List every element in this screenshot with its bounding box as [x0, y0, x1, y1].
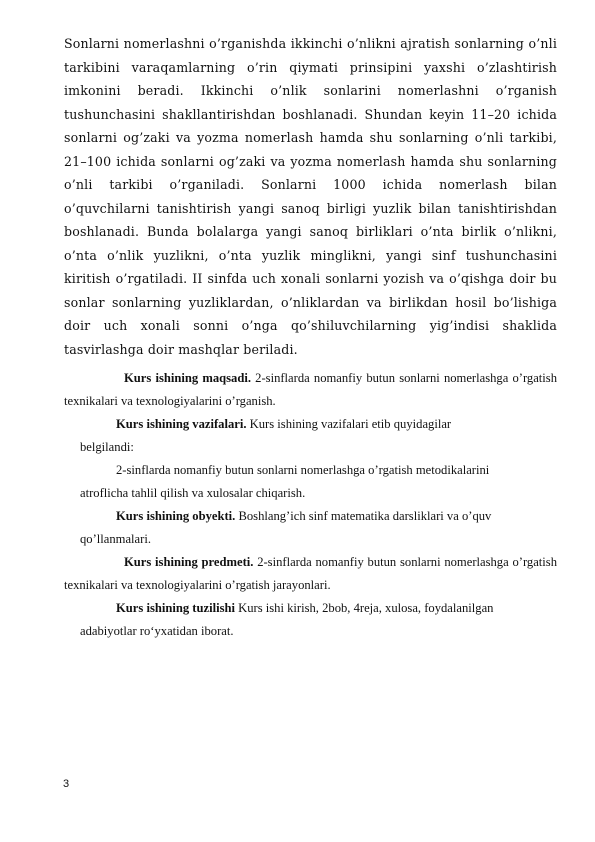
course-tasks-label: Kurs ishining vazifalari. [116, 417, 247, 431]
course-goal-label: Kurs ishining maqsadi. [124, 371, 251, 385]
course-goal-text: 2-sinflarda nomanfiy butun sonlarni nomerlashga o’rgatish texnikalari va texnologiyalarini o’rganish. [64, 371, 558, 408]
course-goal [64, 367, 557, 413]
course-subject-text: 2-sinflarda nomanfiy butun sonlarni nomerlashga o’rgatish texnikalari va texnologiyalarini o’rgatish jarayonlari. [64, 555, 557, 592]
course-tasks-text: Kurs ishining vazifalari etib quyidagilar belgilandi: [80, 417, 452, 454]
course-subject-label: Kurs ishining predmeti. [124, 555, 254, 569]
page-number: 3 [63, 778, 70, 790]
course-object-label: Kurs ishining obyekti. [116, 509, 236, 523]
course-structure-label: Kurs ishining tuzilishi [116, 601, 235, 615]
course-structure-text: Kurs ishi kirish, 2bob, 4reja, xulosa, foydalanilgan adabiyotlar ro‘yxatidan iborat. [80, 601, 494, 638]
course-object-text: Boshlang’ich sinf matematika darsliklari va o’quv qo’llanmalari. [80, 509, 492, 546]
course-subject [64, 551, 557, 597]
course-tasks [80, 413, 500, 459]
course-tasks-detail: 2-sinflarda nomanfiy butun sonlarni nomerlashga o’rgatish metodikalarini atroflicha tahlil qilish va xulosalar chiqarish. [80, 463, 490, 500]
course-object [80, 505, 540, 551]
intro-paragraph: Sonlarni nomerlashni o’rganishda ikkinchi o’nlikni ajratish sonlarning o’nli tarkibini varaqamlarning o’rin qiymati prinsipini yaxshi o’zlashtirish imkonini beradi. Ikkinchi o’nlik sonlarini nomerlashni o’rganish tushunchasini shakllantirishdan boshlanadi. Shundan keyin 11–20 ichida sonlarni og’zaki va yozma nomerlash hamda shu sonlarning o’nli tarkibi, 21–100 ichida sonlarni og’zaki va yozma nomerlash hamda shu sonlarning o’nli tarkibi o’rganiladi. Sonlarni 1000 ichida nomerlash bilan o’quvchilarni tanishtirish yangi sanoq birligi yuzlik bilan tanishtirishdan boshlanadi. Bunda bolalarga yangi sanoq birliklari o’nta birlik o’nlikni, o’nta o’nlik yuzlikni, o’nta yuzlik minglikni, yangi sinf tushunchasini kiritish o’rgatiladi. II sinfda uch xonali sonlarni yozish va o’qishga doir bu sonlar sonlarning yuzliklardan, o’nliklardan va birlikdan hosil bo’lishiga doir uch xonali sonni o’nga qo’shiluvchilarning yig’indisi shaklida tasvirlashga doir mashqlar beriladi. [64, 36, 557, 357]
course-structure [80, 597, 540, 643]
